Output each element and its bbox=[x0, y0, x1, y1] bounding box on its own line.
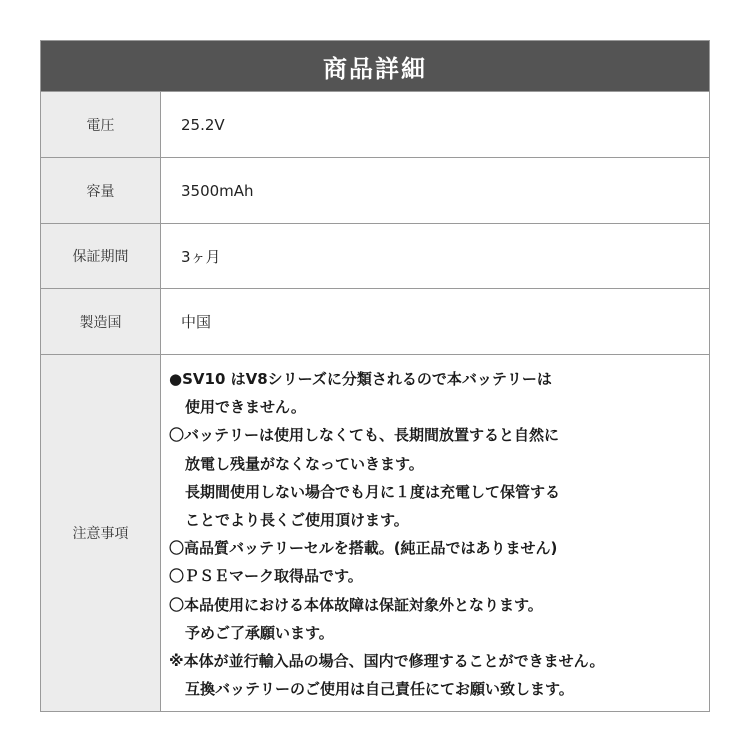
note-line: ※本体が並行輸入品の場合、国内で修理することができません。 bbox=[169, 652, 605, 671]
note-line: 互換バッテリーのご使用は自己責任にてお願い致します。 bbox=[185, 680, 574, 699]
row-value: 中国 bbox=[181, 313, 212, 331]
note-line: ●SV10 はV8シリーズに分類されるので本バッテリーは bbox=[169, 370, 552, 388]
table-row-capacity bbox=[41, 158, 709, 224]
row-label: 容量 bbox=[41, 158, 161, 223]
product-details-table bbox=[40, 40, 710, 712]
row-label: 注意事項 bbox=[41, 355, 161, 711]
row-label: 保証期間 bbox=[41, 224, 161, 288]
row-value: 3ヶ月 bbox=[181, 247, 221, 266]
note-line: 〇ＰＳＥマーク取得品です。 bbox=[169, 567, 363, 586]
row-value: 3500mAh bbox=[181, 181, 254, 200]
table-row-country bbox=[41, 289, 709, 355]
note-line: 〇高品質バッテリーセルを搭載。(純正品ではありません) bbox=[169, 539, 558, 558]
note-line: 予めご了承願います。 bbox=[185, 623, 334, 642]
table-row-voltage bbox=[41, 92, 709, 158]
row-label: 製造国 bbox=[41, 289, 161, 354]
table-row-warranty bbox=[41, 224, 709, 289]
note-line: 〇バッテリーは使用しなくても、長期間放置すると自然に bbox=[169, 426, 560, 445]
note-line: ことでより長くご使用頂けます。 bbox=[185, 511, 409, 530]
table-title: 商品詳細 bbox=[41, 41, 709, 92]
table-row-notes bbox=[41, 355, 709, 711]
note-line: 長期間使用しない場合でも月に１度は充電して保管する bbox=[185, 482, 561, 501]
note-line: 放電し残量がなくなっていきます。 bbox=[185, 454, 424, 473]
note-line: 〇本品使用における本体故障は保証対象外となります。 bbox=[169, 595, 543, 614]
row-label: 電圧 bbox=[41, 92, 161, 157]
notes-content bbox=[161, 355, 709, 711]
note-line: 使用できません。 bbox=[185, 398, 306, 417]
row-value: 25.2V bbox=[181, 115, 225, 134]
